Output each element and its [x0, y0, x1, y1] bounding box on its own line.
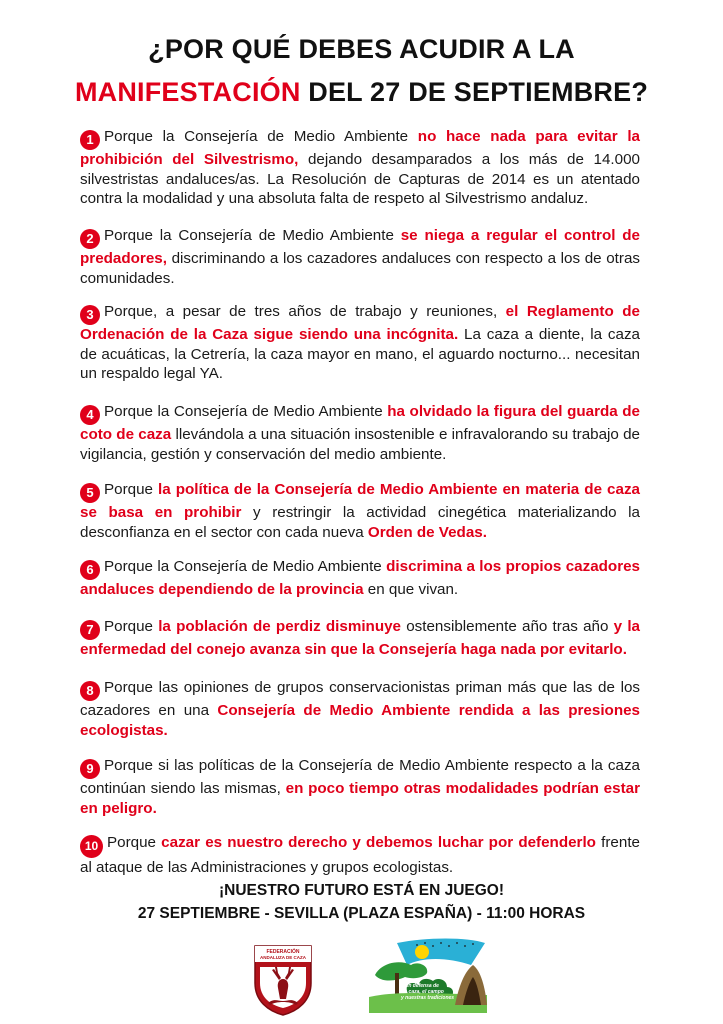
title-highlight: MANIFESTACIÓN [74, 77, 301, 107]
reason-number-badge: 1 [80, 130, 100, 150]
defense-campaign-logo [367, 935, 489, 1013]
page-title-line2 [0, 77, 723, 108]
reason-text: y restringir la actividad cinegética materializando la desconfianza en el sector con cada nueva [80, 504, 641, 541]
reason-number-badge: 3 [80, 305, 100, 325]
reason-highlight: Consejería de Medio Ambiente rendida a las presiones ecologistas. [80, 702, 640, 739]
reason-text: Porque si las políticas de la Consejería de Medio Ambiente respecto a la caza continúan siendo las mismas, [80, 757, 640, 797]
reason-text: Porque [107, 834, 162, 851]
reason-text: Porque la Consejería de Medio Ambiente [104, 227, 401, 244]
reason-text: La caza a diente, la caza de acuáticas, la Cetrería, la caza mayor en mano, el aguardo nocturno... necesitan un respaldo legal YA. [80, 326, 640, 382]
federation-shield-logo [252, 943, 314, 1017]
logo2-text-line2: la caza, el campo [403, 989, 444, 995]
reason-item [80, 617, 640, 660]
reason-text: Porque las opiniones de grupos conservacionistas priman más que las de los cazadores en una [80, 679, 640, 719]
reason-number-badge: 10 [80, 835, 103, 858]
logo-text-line1: FEDERACIÓN [266, 949, 300, 955]
reason-item [80, 480, 640, 542]
reason-item [80, 127, 640, 209]
reason-highlight: Orden de Vedas. [367, 523, 487, 541]
reason-highlight: la política de la Consejería de Medio Ambiente en materia de caza se basa en prohibir [80, 481, 640, 521]
reason-number-badge: 7 [80, 620, 100, 640]
reason-highlight: la población de perdiz disminuye [158, 618, 401, 635]
reason-text: llevándola a una situación insostenible e infravalorando su trabajo de vigilancia, gestión y conservación del medio ambiente. [80, 426, 640, 463]
reason-item [80, 302, 640, 384]
reason-text: frente al ataque de las Administraciones y grupos ecologistas. [80, 834, 640, 876]
reason-number-badge: 4 [80, 405, 100, 425]
reason-text: Porque, a pesar de tres años de trabajo y reuniones, [104, 303, 506, 320]
reason-highlight: y la enfermedad del conejo avanza sin que la Consejería haga nada por evitarlo. [80, 618, 640, 658]
reason-text: Porque la Consejería de Medio Ambiente [104, 558, 387, 575]
reason-highlight: se niega a regular el control de predadores, [80, 227, 640, 267]
reason-text: en que vivan. [363, 581, 459, 598]
logo2-text-line3: y nuestras tradiciones [401, 995, 455, 1001]
reason-text: discriminando a los cazadores andaluces con respecto a los de otras comunidades. [80, 250, 640, 287]
reason-item [80, 557, 640, 600]
reason-highlight: ha olvidado la figura del guarda de coto de caza [80, 403, 640, 443]
reason-number-badge: 6 [80, 560, 100, 580]
reason-highlight: el Reglamento de Ordenación de la Caza sigue siendo una incógnita. [80, 303, 640, 343]
reason-number-badge: 8 [80, 681, 100, 701]
footer-event-details: 27 SEPTIEMBRE - SEVILLA (PLAZA ESPAÑA) - 11:00 HORAS [137, 905, 586, 922]
reason-highlight: no hace nada para evitar la prohibición del Silvestrismo, [80, 128, 640, 168]
reason-item [80, 833, 640, 878]
page-title-line1: ¿POR QUÉ DEBES ACUDIR A LA [148, 34, 575, 64]
footer-slogan: ¡NUESTRO FUTURO ESTÁ EN JUEGO! [218, 882, 505, 899]
reason-text: Porque [104, 481, 159, 498]
reason-item [80, 226, 640, 288]
reason-number-badge: 9 [80, 759, 100, 779]
title-rest: DEL 27 DE SEPTIEMBRE? [300, 77, 649, 107]
reason-highlight: en poco tiempo otras modalidades podrían estar en peligro. [80, 780, 640, 817]
reason-text: Porque la Consejería de Medio Ambiente [104, 403, 388, 420]
reason-number-badge: 2 [80, 229, 100, 249]
logo2-text-line1: En defensa de [405, 983, 439, 989]
reason-item [80, 756, 640, 818]
reason-text: Porque la Consejería de Medio Ambiente [104, 128, 418, 145]
reason-text: dejando desamparados a los más de 14.000 silvestristas andaluces/as. La Resolución de Capturas de 2014 es un atentado contra la modalidad y una absoluta falta de respeto al Silvestrismo andaluz. [80, 151, 640, 207]
reason-highlight: cazar es nuestro derecho y debemos luchar por defenderlo [161, 834, 596, 851]
reason-highlight: discrimina a los propios cazadores andaluces dependiendo de la provincia [80, 558, 640, 598]
logo-text-line2: ANDALUZA DE CAZA [259, 955, 307, 960]
reason-item [80, 678, 640, 740]
reason-text: Porque [104, 618, 159, 635]
reason-item [80, 402, 640, 464]
reason-number-badge: 5 [80, 483, 100, 503]
reason-text: ostensiblemente año tras año [400, 618, 614, 635]
